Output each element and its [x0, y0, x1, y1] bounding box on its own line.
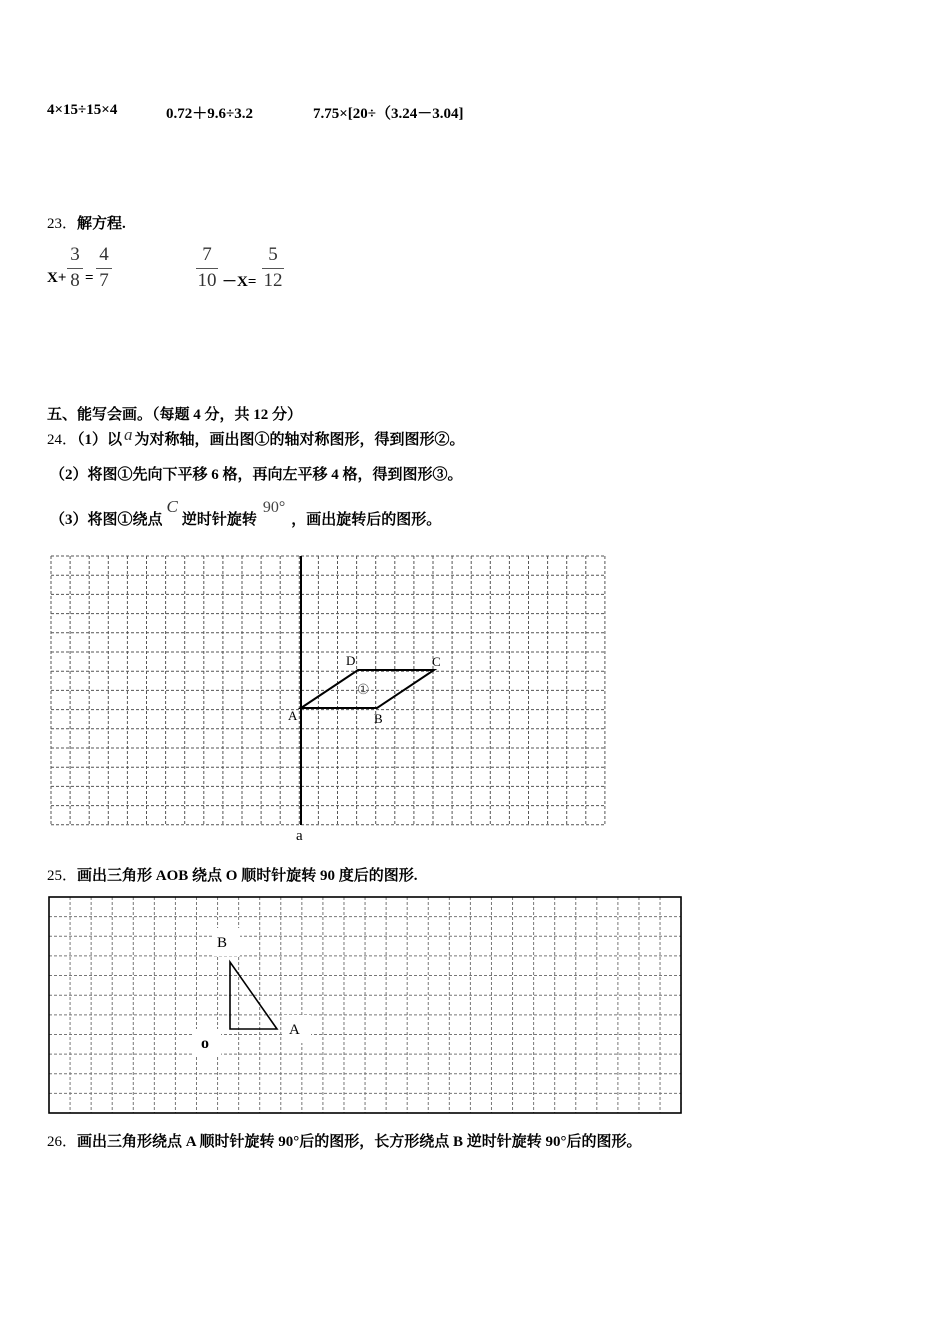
shape-label-1: ① [357, 683, 370, 698]
point-label-b: B [217, 935, 228, 951]
q26-text: 画出三角形绕点 A 顺时针旋转 90°后的图形，长方形绕点 B 逆时针旋转 90°后的图形。 [77, 1134, 642, 1150]
eq2-denominator-2: 12 [263, 270, 283, 291]
q26-heading [47, 1130, 642, 1151]
q25-grid-figure [0, 880, 950, 1130]
q25-text: 画出三角形 AOB 绕点 O 顺时针旋转 90 度后的图形. [77, 868, 418, 884]
eq2-denominator-1: 10 [197, 270, 217, 291]
eq2-numerator-1: 7 [202, 244, 212, 265]
q24-angle: 90° [262, 499, 286, 516]
q24-part1-a: （1）以 [77, 432, 123, 448]
eq1-numerator-2: 4 [99, 244, 109, 265]
eq2-middle: －X= [222, 274, 257, 290]
q24-number: 24． [47, 432, 78, 448]
q24-part3-b: 逆时针旋转 [181, 512, 257, 528]
calc-expression-2: 0.72＋9.6÷3.2 [166, 106, 253, 122]
q24-axis-symbol: a [124, 425, 133, 444]
q24-part-2: （2）将图①先向下平移 6 格，再向左平移 4 格，得到图形③。 [50, 467, 463, 483]
calc-expression-1: 4×15÷15×4 [47, 102, 118, 118]
q25-grid-lines [49, 897, 681, 1113]
point-label-b: B [374, 711, 383, 726]
eq1-prefix: X+ [47, 270, 67, 286]
q23-text: 解方程. [77, 216, 126, 232]
q24-point-symbol: C [166, 497, 178, 516]
eq1-equals: = [85, 270, 94, 286]
q24-part3-c: ，画出旋转后的图形。 [291, 512, 442, 528]
point-label-o: o [201, 1035, 209, 1052]
eq1-denominator-1: 8 [70, 270, 80, 291]
section-5-title: 五、能写会画。（每题 4 分，共 12 分） [47, 407, 303, 423]
point-label-c: C [432, 654, 441, 669]
point-label-a: A [288, 708, 298, 723]
axis-label-a: a [296, 828, 303, 844]
point-label-a: A [289, 1022, 300, 1038]
q24-part1-b: 为对称轴，画出图①的轴对称图形，得到图形②。 [134, 432, 465, 448]
eq1-numerator-1: 3 [70, 244, 80, 265]
q23-number: 23． [47, 216, 78, 232]
point-label-d: D [346, 653, 356, 668]
q24-part3-a: （3）将图①绕点 [50, 512, 163, 528]
q25-number: 25． [47, 868, 78, 884]
eq1-denominator-2: 7 [99, 270, 109, 291]
q26-number: 26． [47, 1134, 78, 1150]
calc-expression-3: 7.75×[20÷（3.24－3.04] [313, 106, 464, 122]
eq2-numerator-2: 5 [268, 244, 278, 265]
